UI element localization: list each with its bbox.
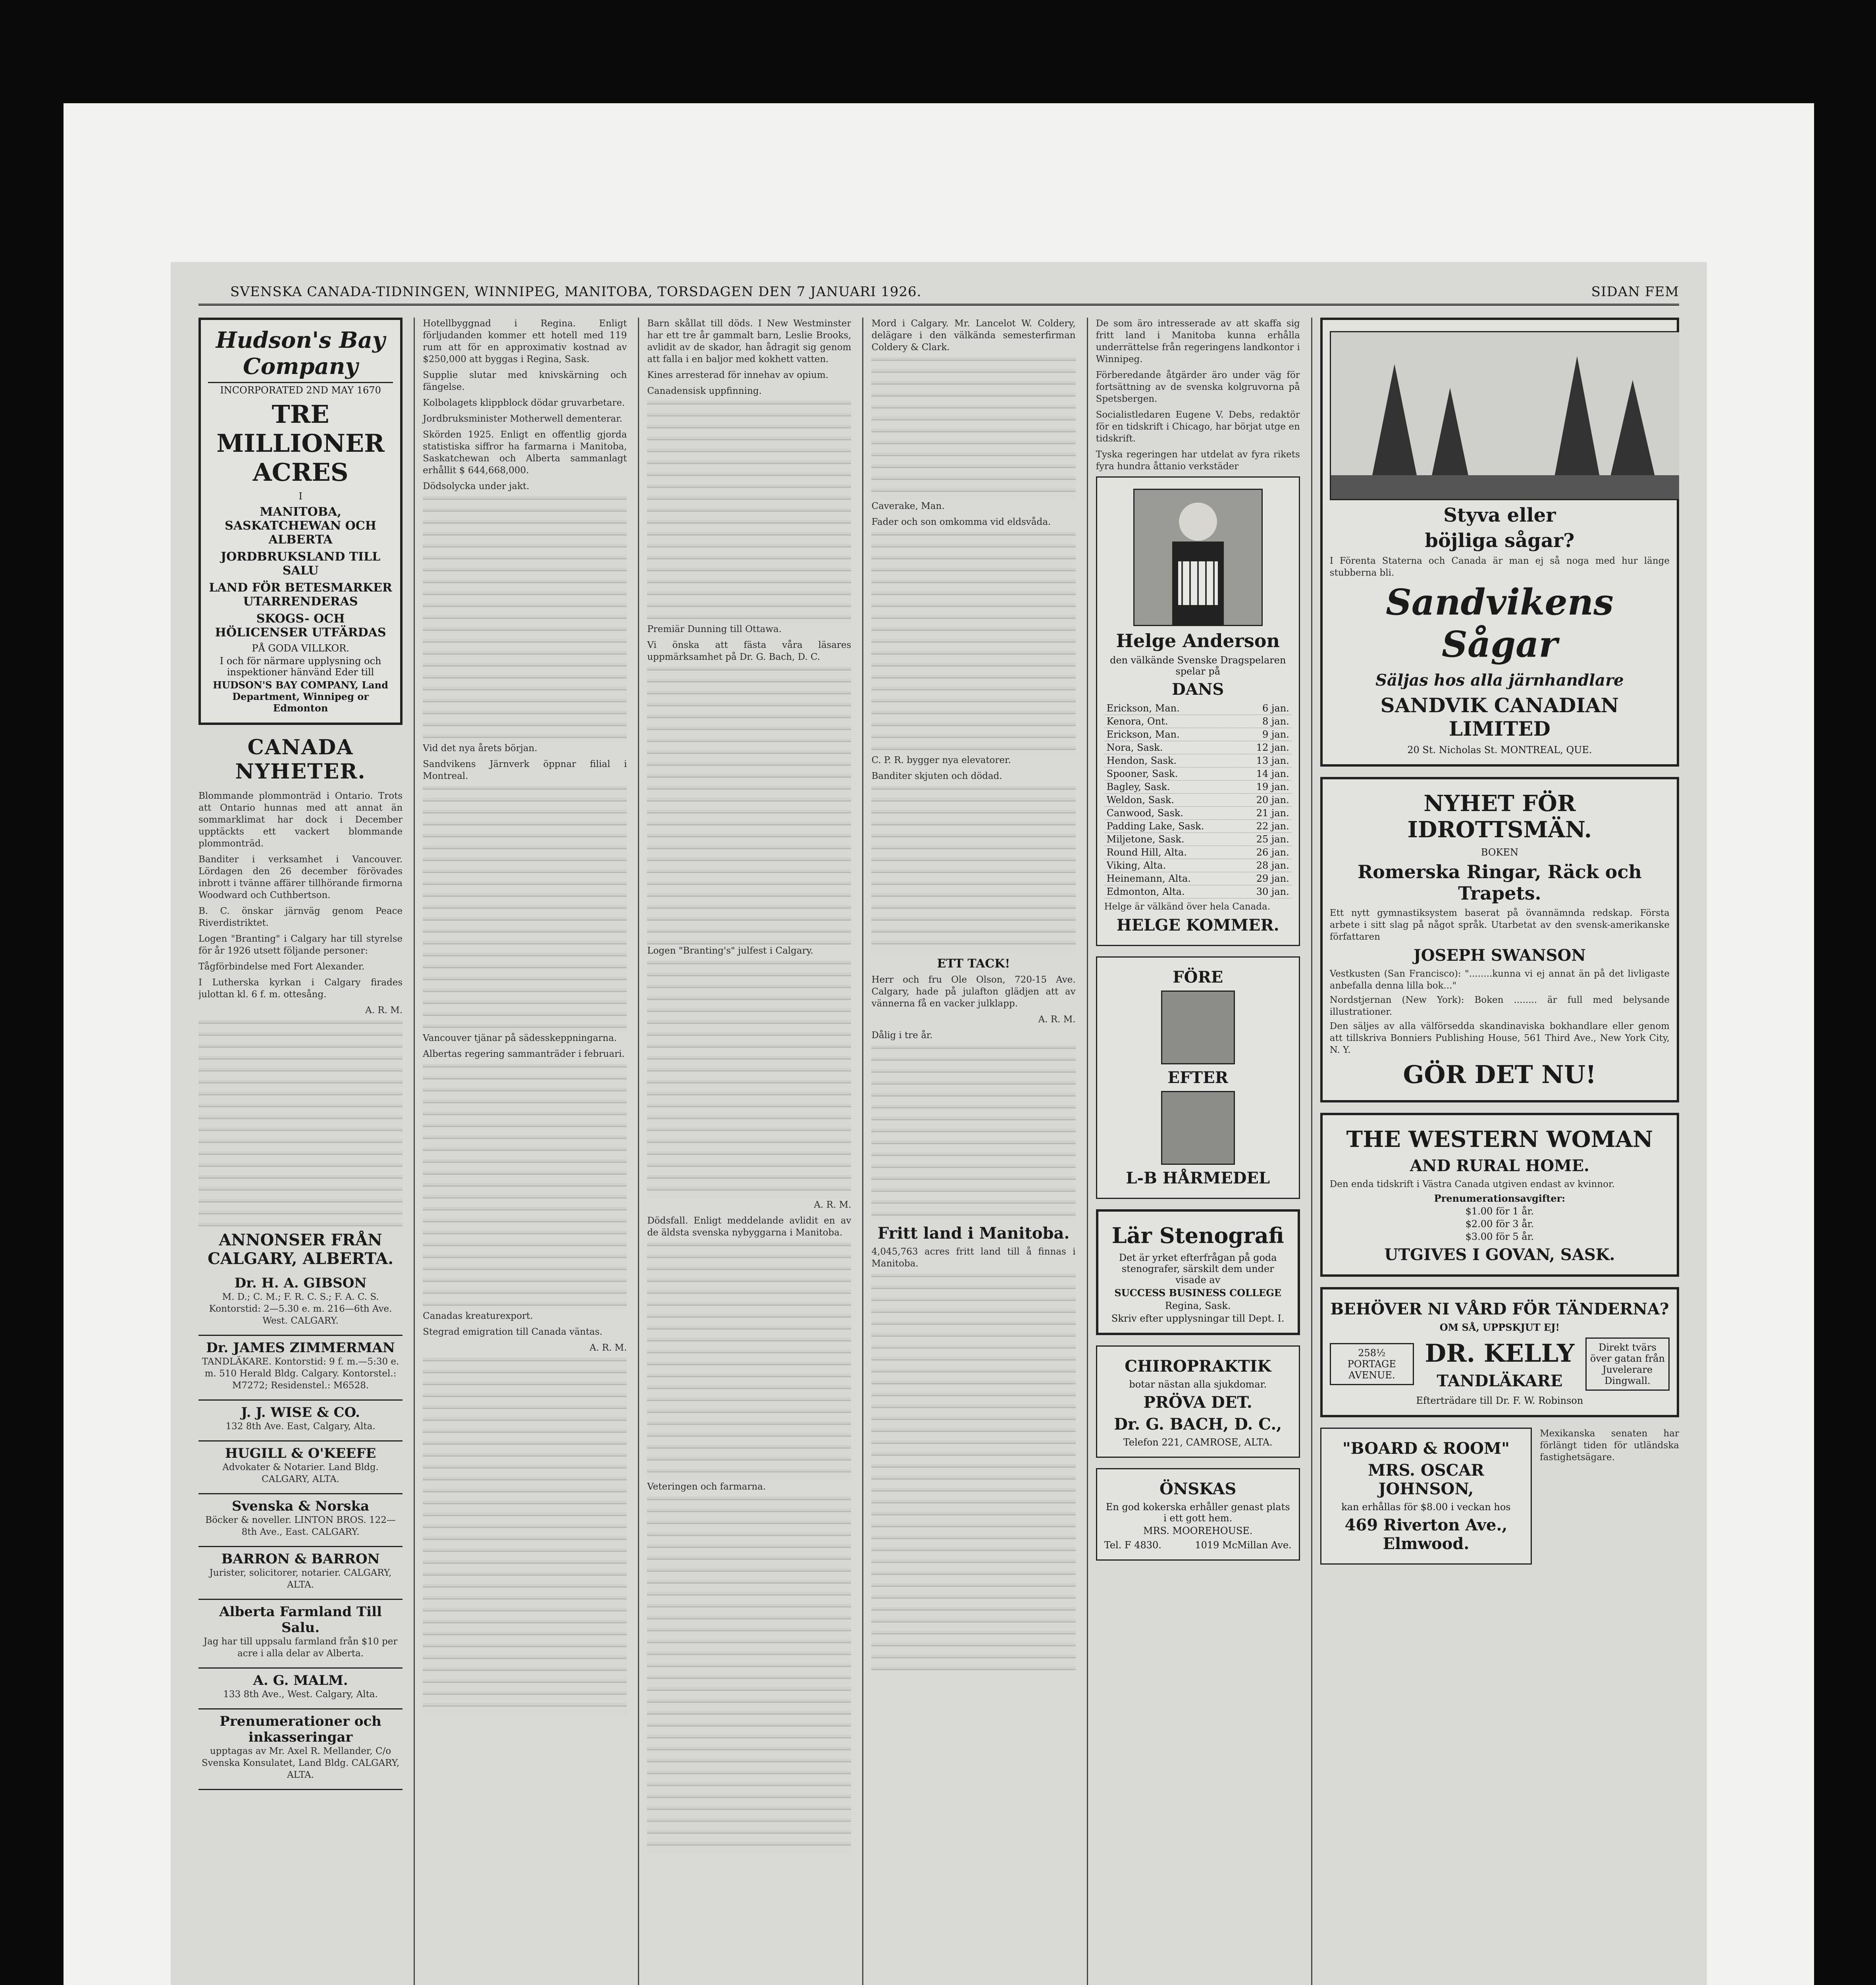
advertiser-text: M. D.; C. M.; F. R. C. S.; F. A. C. S. Kontorstid: 2—5.30 e. m. 216—6th Ave. West. CALGARY.: [209, 1292, 392, 1326]
body-text-block: [871, 1274, 1075, 1671]
table-row: Miljetone, Sask. 25 jan.: [1104, 833, 1292, 846]
table-row: Edmonton, Alta. 30 jan.: [1104, 885, 1292, 898]
article-paragraph: Mexikanska senaten har förlängt tiden för utländska fastighetsägare.: [1540, 1428, 1679, 1463]
table-row: Nora, Sask. 12 jan.: [1104, 741, 1292, 754]
body-text-block: [871, 786, 1075, 953]
article-paragraph: Hotellbyggnad i Regina. Enligt förljudanden kommer ett hotell med 119 rum att för en approximativ kostnad av $250,000 att byggas i Regina, Sask.: [423, 318, 627, 364]
article-paragraph: Skörden 1925. Enligt en offentlig gjorda statistiska siffror ha farmarna i Manitoba, Saskatchewan och Alberta sammanlagt erhållit $ 644,668,000.: [423, 430, 627, 476]
article-paragraph: Vid det nya årets början.: [423, 743, 537, 754]
advertiser-name: BARRON & BARRON: [221, 1551, 380, 1567]
article-paragraph: B. C. önskar järnväg genom Peace Riverdistriktet.: [198, 906, 403, 928]
stenografi-title: Lär Stenografi: [1111, 1223, 1284, 1248]
kelly-directions: Direkt tvärs över gatan från Juvelerare Dingwall.: [1585, 1337, 1670, 1391]
boken-label: BOKEN: [1481, 847, 1518, 858]
saw-text: I Förenta Staterna och Canada är man ej så noga med hur länge stubberna bli.: [1329, 556, 1670, 578]
table-row: Round Hill, Alta. 26 jan.: [1104, 846, 1292, 859]
kelly-foot: Efterträdare till Dr. F. W. Robinson: [1416, 1395, 1583, 1406]
article-paragraph: Sandvikens Järnverk öppnar filial i Montreal.: [423, 759, 627, 781]
article-paragraph: Kines arresterad för innehav av opium.: [647, 370, 829, 380]
hudson-line5: SKOGS- OCH HÖLICENSER UTFÄRDAS: [215, 612, 386, 640]
hudson-line4: LAND FÖR BETESMARKER UTARRENDERAS: [209, 581, 392, 609]
body-text-block: [647, 1243, 851, 1481]
signature: A. R. M.: [814, 1200, 851, 1210]
gor-det-nu: GÖR DET NU!: [1403, 1060, 1597, 1089]
calgary-ad: [198, 1669, 403, 1709]
article-paragraph: Banditer skjuten och dödad.: [871, 771, 1002, 781]
dance-schedule: [1104, 702, 1292, 898]
article-paragraph: C. P. R. bygger nya elevatorer.: [871, 755, 1011, 765]
newspaper-page: [171, 262, 1707, 1985]
saw-question-2: böjliga sågar?: [1425, 530, 1575, 552]
kelly-question: BEHÖVER NI VÅRD FÖR TÄNDERNA?: [1330, 1300, 1669, 1318]
hudson-line6: PÅ GODA VILLKOR.: [252, 643, 349, 654]
hudson-line2: MANITOBA, SASKATCHEWAN OCH ALBERTA: [225, 505, 376, 547]
ww-title: THE WESTERN WOMAN: [1346, 1126, 1653, 1152]
masthead: [198, 284, 1679, 306]
body-text-block: [198, 1020, 403, 1227]
kelly-role: TANDLÄKARE: [1437, 1372, 1563, 1390]
table-row: Hendon, Sask. 13 jan.: [1104, 754, 1292, 767]
stenografi-foot: Skriv efter upplysningar till Dept. I.: [1111, 1313, 1285, 1324]
board-name: MRS. OSCAR JOHNSON,: [1368, 1461, 1484, 1498]
nyhet-pris: Den säljes av alla välförsedda skandinaviska bokhandlare eller genom att tillskriva Bonniers Publishing House, 561 Third Ave., New York City, N. Y.: [1329, 1021, 1670, 1055]
table-row: Bagley, Sask. 19 jan.: [1104, 781, 1292, 794]
table-row: Erickson, Man. 9 jan.: [1104, 728, 1292, 741]
column-4: [862, 318, 1075, 1985]
hudson-line8: HUDSON'S BAY COMPANY, Land Department, Winnipeg or Edmonton: [213, 679, 388, 714]
calgary-ad: [198, 1401, 403, 1442]
board-address: 469 Riverton Ave., Elmwood.: [1344, 1516, 1508, 1553]
efter-label: EFTER: [1167, 1068, 1228, 1087]
table-row: Weldon, Sask. 20 jan.: [1104, 794, 1292, 807]
forest-scene-icon: [1331, 332, 1679, 499]
board-text: kan erhållas för $8.00 i veckan hos: [1341, 1501, 1511, 1513]
calgary-ad: [198, 1547, 403, 1600]
advertiser-name: HUGILL & O'KEEFE: [225, 1445, 376, 1461]
hudson-ad: [198, 318, 403, 725]
article-paragraph: 4,045,763 acres fritt land till å finnas i Manitoba.: [871, 1247, 1076, 1269]
nyhet-title: NYHET FÖR IDROTTSMÄN.: [1407, 790, 1592, 843]
book-title: Romerska Ringar, Räck och Trapets.: [1357, 861, 1642, 904]
onskas-name: MRS. MOOREHOUSE.: [1143, 1525, 1253, 1536]
stenografi-city: Regina, Sask.: [1165, 1300, 1231, 1311]
table-row: Heinemann, Alta. 29 jan.: [1104, 872, 1292, 885]
body-text-block: [423, 496, 627, 742]
article-paragraph: De som äro intresserade av att skaffa sig fritt land i Manitoba kunna erhålla underrättelse från regeringens landkontor i Winnipeg.: [1096, 318, 1300, 364]
column-2: [414, 318, 627, 1985]
advertiser-text: Jag har till uppsalu farmland från $10 per acre i alla delar av Alberta.: [203, 1636, 398, 1659]
article-paragraph: Canadensisk uppfinning.: [647, 386, 762, 396]
stenografi-school: SUCCESS BUSINESS COLLEGE: [1114, 1287, 1281, 1299]
hudson-line3: JORDBRUKSLAND TILL SALU: [220, 550, 381, 578]
body-text-block: [871, 532, 1075, 754]
article-paragraph: Jordbruksminister Motherwell dementerar.: [423, 414, 622, 424]
fore-label: FÖRE: [1173, 968, 1223, 987]
signature: A. R. M.: [365, 1005, 403, 1016]
article-paragraph: Dålig i tre år.: [871, 1030, 933, 1041]
table-row: Spooner, Sask. 14 jan.: [1104, 767, 1292, 781]
bald-head-icon: [1161, 991, 1235, 1064]
helge-name: Helge Anderson: [1116, 630, 1280, 651]
forest-illustration: [1330, 331, 1679, 500]
article-paragraph: Banditer i verksamhet i Vancouver. Lördagen den 26 december förövades inbrott i tvänne affärer tillhörande firmorna Woodward och Cuthbertson.: [198, 854, 403, 900]
table-row: Padding Lake, Sask. 22 jan.: [1104, 820, 1292, 833]
article-paragraph: Kolbolagets klippblock dödar gruvarbetare.: [423, 398, 625, 408]
onskas-text: En god kokerska erhåller genast plats i ett gott hem.: [1106, 1501, 1290, 1524]
page-number: SIDAN FEM: [1591, 284, 1679, 300]
calgary-ad: [198, 1709, 403, 1790]
canada-nyheter: [198, 735, 403, 1790]
sandvik-company: SANDVIK CANADIAN LIMITED: [1380, 694, 1619, 740]
advertiser-text: Advokater & Notarier. Land Bldg. CALGARY, ALTA.: [222, 1462, 379, 1484]
advertiser-text: 132 8th Ave. East, Calgary, Alta.: [225, 1421, 376, 1432]
article-paragraph: Albertas regering sammanträder i februari.: [423, 1049, 625, 1059]
chiro-sub: botar nästan alla sjukdomar.: [1129, 1379, 1267, 1390]
hudson-headline: TRE MILLIONER ACRES: [216, 400, 385, 487]
harmedel-ad: [1096, 956, 1300, 1199]
calgary-ad: [198, 1494, 403, 1547]
helge-kommer: HELGE KOMMER.: [1116, 916, 1279, 935]
body-text-block: [647, 401, 851, 623]
article-paragraph: Logen "Branting's" julfest i Calgary.: [647, 946, 813, 956]
article-paragraph: Tyska regeringen har utdelat av fyra rikets fyra hundra åttanio verkstäder: [1096, 449, 1300, 472]
calgary-ad: [198, 1271, 403, 1336]
onskas-tel: Tel. F 4830.: [1104, 1540, 1161, 1551]
chiropraktik-ad: [1096, 1345, 1300, 1458]
article-paragraph: Canadas kreaturexport.: [423, 1311, 533, 1321]
table-row: Kenora, Ont. 8 jan.: [1104, 715, 1292, 728]
advertiser-text: Jurister, solicitorer, notarier. CALGARY, ALTA.: [209, 1568, 392, 1590]
article-paragraph: Socialistledaren Eugene V. Debs, redaktör för en tidskrift i Chicago, har börjat utge en tidskrift.: [1096, 410, 1300, 444]
hudson-logo: Hudson's Bay Company: [208, 327, 393, 383]
body-text-block: [647, 667, 851, 945]
article-paragraph: Blommande plommonträd i Ontario. Trots att Ontario hunnas med att annat än sommarklimat har dock i December upptäckts ett vackert blommande plommonträd.: [198, 791, 403, 849]
review-vestkusten: Vestkusten (San Francisco): "........kunna vi ej annat än på det livligaste anbefalla denna lilla bok...": [1329, 969, 1670, 991]
column-6: [1311, 318, 1679, 1985]
stenografi-ad: [1096, 1209, 1300, 1335]
chiro-title: CHIROPRAKTIK: [1125, 1357, 1271, 1376]
masthead-title: SVENSKA CANADA-TIDNINGEN, WINNIPEG, MANITOBA, TORSDAGEN DEN 7 JANUARI 1926.: [230, 284, 922, 300]
hudson-line7: I och för närmare upplysning och inspektioner hänvänd Eder till: [220, 655, 381, 678]
helge-sub: den välkände Svenske Dragspelaren spelar på: [1109, 655, 1286, 677]
advertiser-name: A. G. MALM.: [253, 1673, 348, 1688]
ww-price-1: $1.00 för 1 år.: [1465, 1206, 1534, 1217]
board-title: "BOARD & ROOM": [1342, 1439, 1510, 1458]
signature: A. R. M.: [1038, 1014, 1076, 1025]
body-text-block: [871, 357, 1075, 500]
hudson-line1: I: [299, 491, 302, 502]
body-text-block: [423, 786, 627, 1032]
advertiser-name: Prenumerationer och inkasseringar: [220, 1713, 381, 1745]
harmedel-title: L-B HÅRMEDEL: [1126, 1169, 1270, 1187]
accordion-player-icon: [1134, 490, 1262, 625]
article-paragraph: Logen "Branting" i Calgary har till styrelse för år 1926 utsett följande personer:: [198, 934, 403, 956]
body-text-block: [647, 961, 851, 1199]
sandvik-sub: Säljas hos alla järnhandlare: [1375, 671, 1624, 690]
body-text-block: [423, 1358, 627, 1715]
nyhet-text: Ett nytt gymnastiksystem baserat på övannämnda redskap. Första arbete i sitt slag på något språk. Utarbetat av den svensk-amerikanske författaren: [1329, 908, 1670, 942]
article-paragraph: Dödsfall. Enligt meddelande avlidit en av de äldsta svenska nybyggarna i Manitoba.: [647, 1216, 851, 1238]
dans-title: DANS: [1172, 680, 1224, 699]
article-paragraph: Vi önska att fästa våra läsares uppmärksamhet på Dr. G. Bach, D. C.: [647, 640, 851, 662]
body-text-block: [647, 1497, 851, 1854]
haired-head-icon: [1161, 1091, 1235, 1165]
kelly-name: DR. KELLY: [1425, 1339, 1575, 1368]
advertiser-text: TANDLÄKARE. Kontorstid: 9 f. m.—5:30 e. m. 510 Herald Bldg. Calgary. Kontorstel.: M7272; Residenstel.: M6528.: [202, 1357, 399, 1391]
article-paragraph: I Lutherska kyrkan i Calgary firades julottan kl. 6 f. m. ottesång.: [198, 977, 403, 1000]
table-row: Erickson, Man. 6 jan.: [1104, 702, 1292, 715]
review-nordstjernan: Nordstjernan (New York): Boken ........ är full med belysande illustrationer.: [1329, 995, 1670, 1017]
body-text-block: [871, 1045, 1075, 1220]
chiro-addr: Telefon 221, CAMROSE, ALTA.: [1123, 1437, 1273, 1448]
onskas-ad: [1096, 1468, 1300, 1561]
onskas-addr: 1019 McMillan Ave.: [1195, 1540, 1292, 1551]
column-3: [638, 318, 851, 1985]
saw-question-1: Styva eller: [1443, 504, 1556, 526]
ett-tack-title: ETT TACK!: [937, 957, 1010, 971]
column-5: [1087, 318, 1300, 1985]
ww-price-3: $3.00 för 5 år.: [1465, 1231, 1534, 1242]
article-paragraph: Supplie slutar med knivskärning och fängelse.: [423, 370, 627, 392]
article-paragraph: Barn skållat till döds. I New Westminster har ett tre år gammalt barn, Leslie Brooks, avlidit av de skador, han ådragit sig genom att falla i en baljor med kokhett vatten.: [647, 318, 851, 364]
calgary-ad: [198, 1442, 403, 1494]
article-paragraph: Stegrad emigration till Canada väntas.: [423, 1327, 603, 1337]
article-paragraph: Premiär Dunning till Ottawa.: [647, 624, 782, 634]
western-woman-ad: [1320, 1113, 1679, 1277]
author-name: JOSEPH SWANSON: [1413, 946, 1586, 965]
advertiser-name: J. J. WISE & CO.: [241, 1405, 360, 1420]
accordion-player-photo: [1133, 489, 1263, 626]
advertiser-name: Dr. JAMES ZIMMERMAN: [206, 1340, 395, 1356]
signature: A. R. M.: [589, 1343, 627, 1353]
ww-text: Den enda tidskrift i Västra Canada utgiven endast av kvinnor.: [1329, 1179, 1615, 1189]
chiro-name: Dr. G. BACH, D. C.,: [1114, 1415, 1282, 1434]
stenografi-text: Det är yrket efterfrågan på goda stenografer, särskilt dem under visade av: [1119, 1252, 1277, 1285]
ww-sub: AND RURAL HOME.: [1410, 1156, 1589, 1175]
body-text-block: [423, 1064, 627, 1310]
article-paragraph: Tågförbindelse med Fort Alexander.: [198, 962, 365, 972]
article-paragraph: Fader och son omkomma vid eldsvåda.: [871, 517, 1051, 527]
advertiser-name: Dr. H. A. GIBSON: [234, 1275, 367, 1291]
table-row: Viking, Alta. 28 jan.: [1104, 859, 1292, 872]
article-paragraph: Caverake, Man.: [871, 501, 945, 511]
board-room-ad: [1320, 1428, 1532, 1565]
kelly-ad: [1320, 1287, 1679, 1417]
advertiser-text: Böcker & noveller. LINTON BROS. 122—8th Ave., East. CALGARY.: [205, 1515, 396, 1537]
ww-pren: Prenumerationsavgifter:: [1434, 1193, 1566, 1204]
onskas-title: ÖNSKAS: [1159, 1480, 1237, 1498]
calgary-title: ANNONSER FRÅN CALGARY, ALBERTA.: [208, 1231, 394, 1268]
sandvik-ad: [1320, 318, 1679, 767]
helge-anderson-ad: [1096, 476, 1300, 946]
kelly-address: 258½ PORTAGE AVENUE.: [1330, 1343, 1414, 1385]
article-paragraph: Förberedande åtgärder äro under väg för fortsättning av de svenska kolgruvorna på Spetsbergen.: [1096, 370, 1300, 404]
article-paragraph: Mord i Calgary. Mr. Lancelot W. Coldery, delägare i den välkända semesterfirman Coldery & Clark.: [871, 318, 1076, 353]
advertiser-name: Alberta Farmland Till Salu.: [219, 1604, 382, 1636]
article-paragraph: Veteringen och farmarna.: [647, 1482, 766, 1492]
canada-nyheter-title: CANADA NYHETER.: [235, 735, 366, 784]
fritt-land-title: Fritt land i Manitoba.: [877, 1224, 1070, 1243]
sandvik-logo: Sandvikens Sågar: [1385, 581, 1614, 665]
sandvik-addr: 20 St. Nicholas St. MONTREAL, QUE.: [1407, 744, 1592, 755]
article-paragraph: Vancouver tjänar på sädesskeppningarna.: [423, 1033, 617, 1043]
article-paragraph: Herr och fru Ole Olson, 720-15 Ave. Calgary, hade på julafton glädjen att av vännerna få en vacker julklapp.: [871, 975, 1076, 1009]
ww-foot: UTGIVES I GOVAN, SASK.: [1384, 1245, 1615, 1264]
calgary-ad: [198, 1336, 403, 1401]
columns: [198, 318, 1679, 1985]
hudson-incorporated: INCORPORATED 2ND MAY 1670: [220, 385, 381, 396]
nyhet-ad: [1320, 777, 1679, 1102]
ww-price-2: $2.00 för 3 år.: [1465, 1218, 1534, 1230]
column-1: [198, 318, 403, 1985]
table-row: Canwood, Sask. 21 jan.: [1104, 807, 1292, 820]
helge-foot: Helge är välkänd över hela Canada.: [1104, 902, 1271, 912]
advertiser-text: 133 8th Ave., West. Calgary, Alta.: [223, 1689, 378, 1700]
chiro-prova: PRÖVA DET.: [1143, 1393, 1252, 1412]
article-paragraph: Dödsolycka under jakt.: [423, 481, 530, 491]
calgary-ad: [198, 1600, 403, 1669]
advertiser-text: upptagas av Mr. Axel R. Mellander, C/o Svenska Konsulatet, Land Bldg. CALGARY, ALTA.: [201, 1746, 400, 1780]
kelly-question-2: OM SÅ, UPPSKJUT EJ!: [1439, 1322, 1560, 1333]
advertiser-name: Svenska & Norska: [231, 1498, 370, 1514]
